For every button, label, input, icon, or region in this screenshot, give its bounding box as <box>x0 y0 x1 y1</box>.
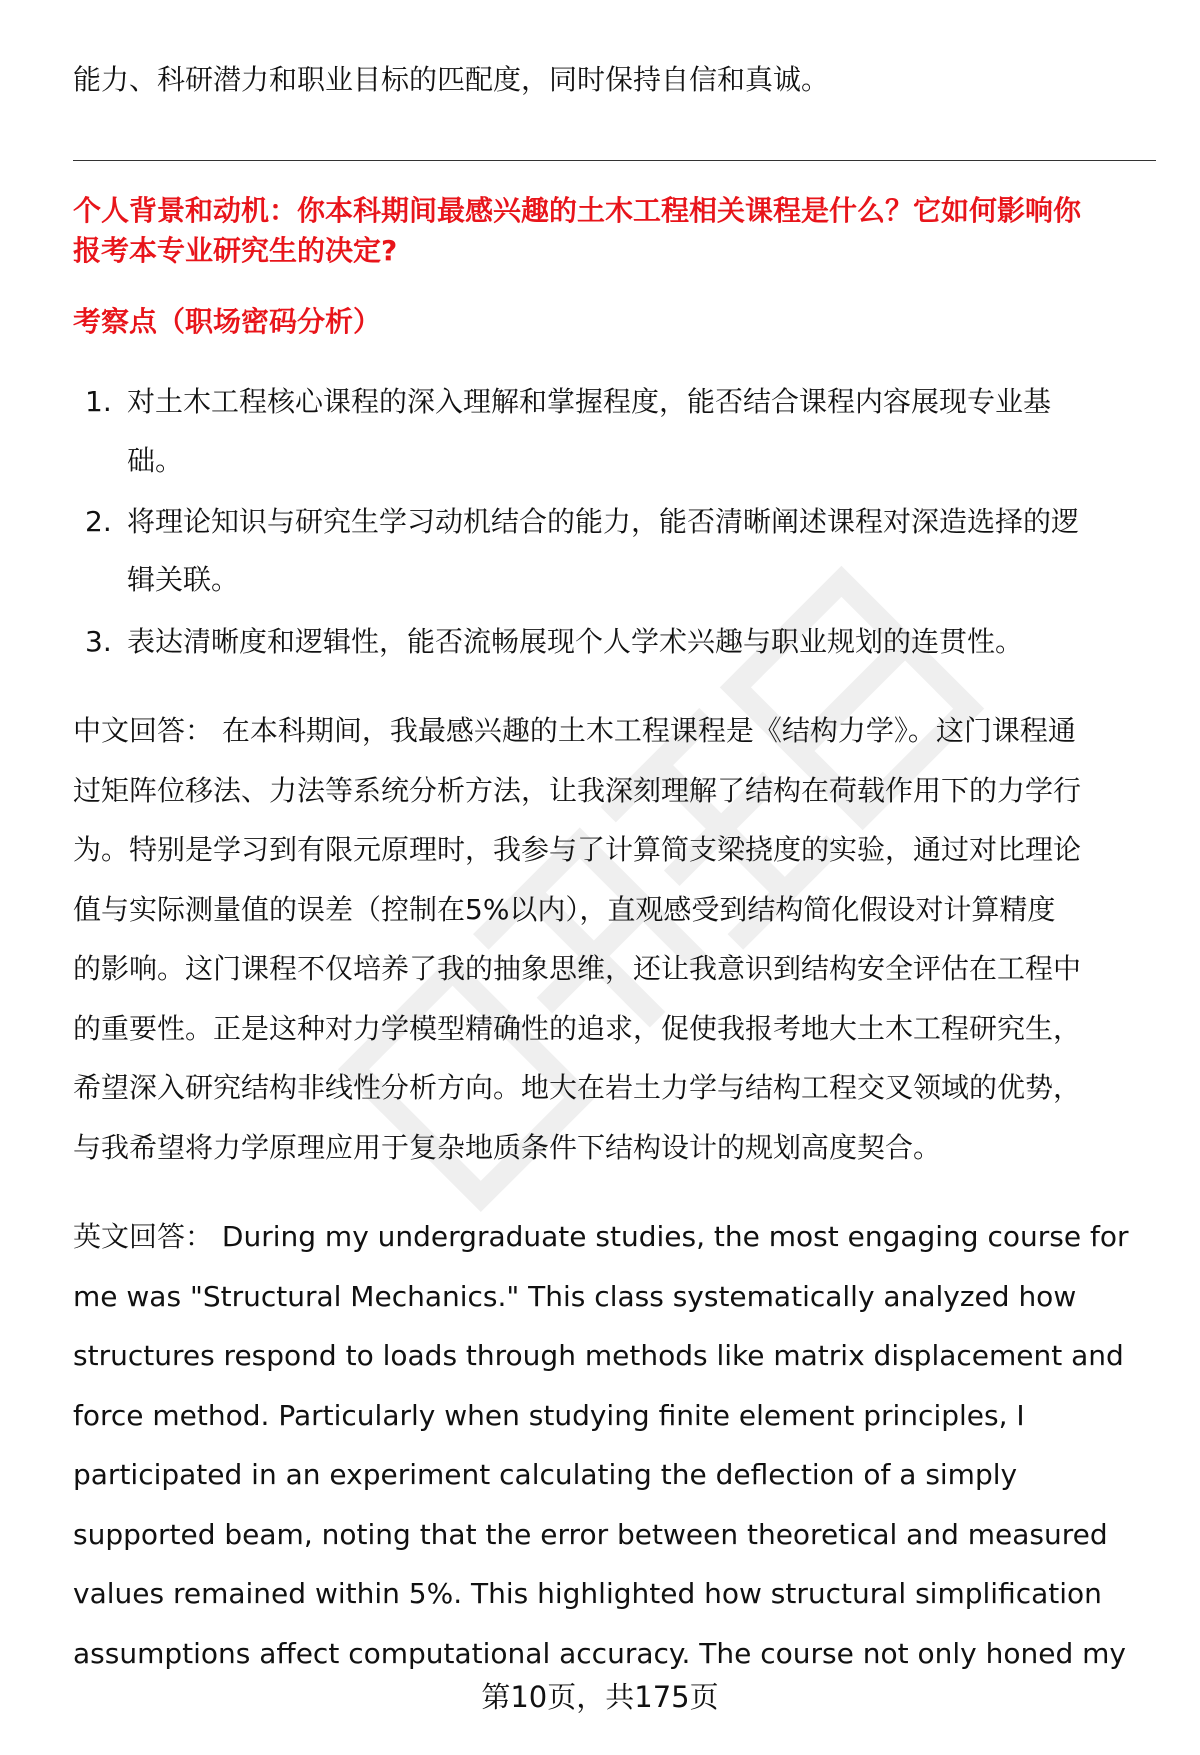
list-item-number: 2. <box>85 505 112 538</box>
question-line-2: 报考本专业研究生的决定? <box>73 234 398 267</box>
list-item-number: 3. <box>85 625 112 658</box>
chinese-answer-line: 与我希望将力学原理应用于复杂地质条件下结构设计的规划高度契合。 <box>73 1130 942 1164</box>
chinese-answer-line: 希望深入研究结构非线性分析方向。地大在岩土力学与结构工程交叉领域的优势， <box>73 1071 1082 1104</box>
intro-tail-text: 能力、科研潜力和职业目标的匹配度，同时保持自信和真诚。 <box>73 63 830 96</box>
list-item-text: 辑关联。 <box>127 563 240 596</box>
english-answer-line: force method. Particularly when studying finite element principles, I <box>73 1398 1025 1432</box>
english-answer-line: participated in an experiment calculating the deflection of a simply <box>73 1458 1018 1491</box>
english-answer-line: values remained within 5%. This highlighted how structural simplification <box>73 1577 1102 1610</box>
list-item-text: 础。 <box>127 444 184 477</box>
list-item-text: 将理论知识与研究生学习动机结合的能力，能否清晰阐述课程对深造选择的逻 <box>127 505 1080 538</box>
chinese-answer-line: 值与实际测量值的误差（控制在5%以内），直观感受到结构简化假设对计算精度 <box>73 892 1056 926</box>
english-answer-line: 英文回答： During my undergraduate studies, the most engaging course for <box>73 1220 1129 1253</box>
english-answer-line: structures respond to loads through methods like matrix displacement and <box>73 1339 1124 1372</box>
chinese-answer-line: 为。特别是学习到有限元原理时，我参与了计算简支梁挠度的实验，通过对比理论 <box>73 833 1082 866</box>
english-answer-line: supported beam, noting that the error between theoretical and measured <box>73 1517 1108 1551</box>
chinese-answer-line: 过矩阵位移法、力法等系统分析方法，让我深刻理解了结构在荷载作用下的力学行 <box>73 773 1082 807</box>
focus-heading: 考察点（职场密码分析） <box>73 305 382 338</box>
question-line-1: 个人背景和动机：你本科期间最感兴趣的土木工程相关课程是什么？它如何影响你 <box>73 194 1082 227</box>
chinese-answer-line: 中文回答： 在本科期间，我最感兴趣的土木工程课程是《结构力学》。这门课程通 <box>73 714 1076 747</box>
chinese-answer-line: 的重要性。正是这种对力学模型精确性的追求，促使我报考地大土木工程研究生， <box>73 1011 1082 1045</box>
chinese-answer-line: 的影响。这门课程不仅培养了我的抽象思维，还让我意识到结构安全评估在工程中 <box>73 952 1082 985</box>
list-item-number: 1. <box>85 385 112 418</box>
divider <box>73 160 1156 161</box>
english-answer-line: me was "Structural Mechanics." This class systematically analyzed how <box>73 1279 1077 1313</box>
page-number: 第10页，共175页 <box>481 1680 719 1714</box>
list-item-text: 表达清晰度和逻辑性，能否流畅展现个人学术兴趣与职业规划的连贯性。 <box>127 625 1024 658</box>
list-item-text: 对土木工程核心课程的深入理解和掌握程度，能否结合课程内容展现专业基 <box>127 385 1052 418</box>
english-answer-line: assumptions affect computational accuracy. The course not only honed my <box>73 1636 1126 1670</box>
